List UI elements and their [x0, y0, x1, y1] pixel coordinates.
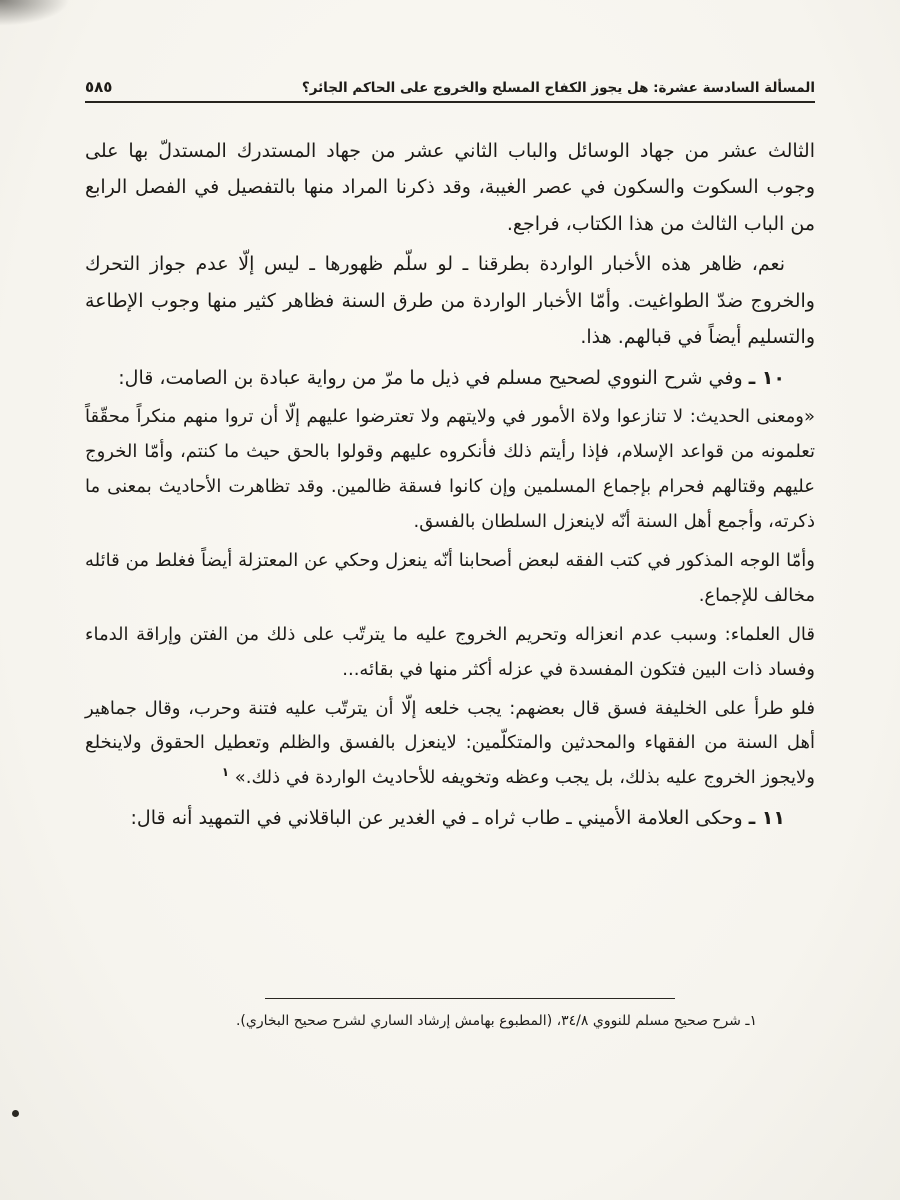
quote-paragraph-4 [85, 692, 815, 797]
quote-paragraph-1: «ومعنى الحديث: لا تنازعوا ولاة الأمور في ولايتهم ولا تعترضوا عليهم إلّا أن تروا منهم منكراً محقّقاً تعلمونه من قواعد الإسلام، فإذا رأيتم ذلك فأنكروه عليهم وقولوا بالحق حيث ما كنتم، وأمّا الخروج عليهم وقتالهم فحرام بإجماع المسلمين وإن كانوا فسقة ظالمين. وقد تظاهرت الأحاديث بمعنى ما ذكرته، وأجمع أهل السنة أنّه لاينعزل السلطان بالفسق. [85, 406, 815, 532]
item-11-number: ١١ ـ [748, 807, 785, 830]
footnote-area [85, 998, 815, 1034]
body-text [85, 133, 815, 837]
item-10-text: وفي شرح النووي لصحيح مسلم في ذيل ما مرّ من رواية عبادة بن الصامت، قال: [118, 366, 743, 389]
quote-paragraph-3: قال العلماء: وسبب عدم انعزاله وتحريم الخروج عليه ما يترتّب على ذلك من الفتن وإراقة الدماء وفساد ذات البين فتكون المفسدة في عزله أكثر منها في بقائه... [85, 623, 815, 680]
page-header [85, 78, 815, 101]
paragraph-item-10 [85, 360, 815, 396]
quote-paragraph-4-text: فلو طرأ على الخليفة فسق قال بعضهم: يجب خلعه إلّا أن يترتّب عليه فتنة وحرب، وقال جماهير أهل السنة من الفقهاء والمحدثين والمتكلّمين: لاينعزل بالفسق والظلم وتعطيل الحقوق ولاينخلع ولايجوز الخروج عليه بذلك، بل يجب وعظه وتخويفه للأحاديث الواردة في ذلك.» [85, 697, 815, 789]
paragraph-continuation: الثالث عشر من جهاد الوسائل والباب الثاني عشر من جهاد المستدرك المستدلّ بها على وجوب السكوت والسكون في عصر الغيبة، وقد ذكرنا المراد منها بالتفصيل في الفصل الرابع من الباب الثالث من هذا الكتاب، فراجع. [85, 140, 815, 235]
page-number: ٥٨٥ [85, 78, 113, 96]
quote-paragraph-2: وأمّا الوجه المذكور في كتب الفقه لبعض أصحابنا أنّه ينعزل وحكي عن المعتزلة أيضاً فغلط من قائله مخالف للإجماع. [85, 549, 815, 606]
scan-artifact-dot [12, 1110, 19, 1117]
item-11-text: وحكى العلامة الأميني ـ طاب ثراه ـ في الغدير عن الباقلاني في التمهيد أنه قال: [130, 807, 743, 830]
item-10-number: ١٠ ـ [748, 366, 785, 389]
running-title: المسألة السادسة عشرة: هل يجوز الكفاح المسلح والخروج على الحاكم الجائر؟ [301, 80, 815, 96]
paragraph-item-11 [85, 800, 815, 836]
paragraph-naam: نعم، ظاهر هذه الأخبار الواردة بطرقنا ـ لو سلّم ظهورها ـ ليس إلّا عدم جواز التحرك والخروج ضدّ الطواغيت. وأمّا الأخبار الواردة من طرق السنة فظاهر كثير منها وجوب الإطاعة والتسليم أيضاً في قبالهم. هذا. [85, 253, 815, 349]
footnote-text: ١ـ شرح صحيح مسلم للنووي ٣٤/٨، (المطبوع بهامش إرشاد الساري لشرح صحيح البخاري). [235, 1013, 757, 1029]
footnote-rule [265, 998, 675, 999]
quote-block [85, 400, 815, 796]
header-rule [85, 101, 815, 103]
footnote-marker: ١ [221, 765, 230, 780]
scan-artifact-corner [0, 0, 70, 26]
